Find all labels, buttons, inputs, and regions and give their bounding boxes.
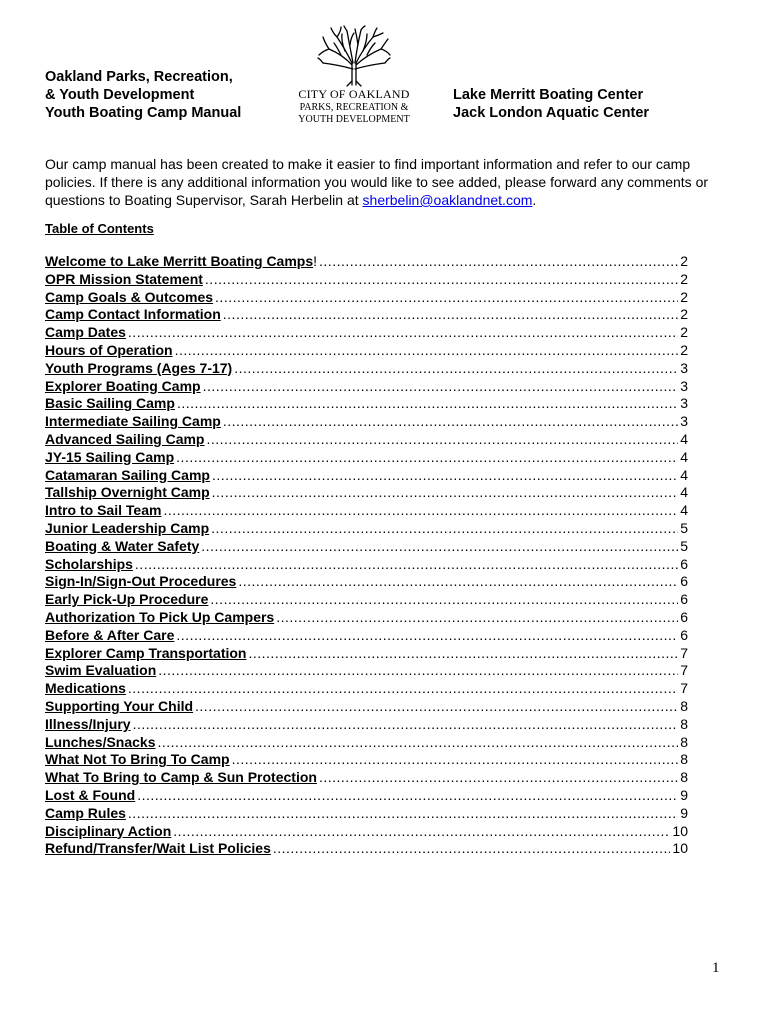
toc-entry[interactable] <box>45 449 688 467</box>
toc-entry-title[interactable]: Camp Goals & Outcomes <box>45 288 214 305</box>
toc-entry-page: 5 <box>680 519 688 536</box>
toc-entry-title[interactable]: Camp Rules <box>45 804 126 821</box>
toc-entry[interactable] <box>45 395 688 413</box>
toc-entry-title[interactable]: Advanced Sailing Camp <box>45 430 205 447</box>
toc-entry-page: 6 <box>680 608 688 625</box>
manual-title-block <box>45 68 241 122</box>
toc-leader-dots <box>177 395 678 411</box>
toc-leader-dots <box>135 556 678 572</box>
toc-entry[interactable] <box>45 645 688 663</box>
toc-entry-title[interactable]: Scholarships <box>45 555 133 572</box>
toc-entry[interactable] <box>45 520 688 538</box>
toc-entry-page: 4 <box>680 466 688 483</box>
toc-entry-title[interactable]: JY-15 Sailing Camp <box>45 448 175 465</box>
toc-entry-page: 9 <box>680 786 688 803</box>
toc-leader-dots <box>195 698 678 714</box>
toc-entry-page: 9 <box>680 804 688 821</box>
toc-entry-title[interactable]: Illness/Injury <box>45 715 131 732</box>
toc-entry-page: 3 <box>680 395 688 412</box>
toc-entry[interactable] <box>45 823 688 841</box>
toc-entry-title[interactable]: Camp Dates <box>45 324 126 341</box>
toc-entry-page: 4 <box>680 448 688 465</box>
toc-entry-page: 2 <box>680 306 688 323</box>
toc-entry[interactable] <box>45 431 688 449</box>
supervisor-email-link[interactable]: sherbelin@oaklandnet.com <box>362 192 533 208</box>
logo-dept-line-1: PARKS, RECREATION & <box>299 102 409 113</box>
toc-leader-dots <box>205 271 678 287</box>
toc-entry-title[interactable]: What To Bring to Camp & Sun Protection <box>45 769 317 786</box>
toc-entry-title[interactable]: Explorer Boating Camp <box>45 377 201 394</box>
toc-entry-page: 8 <box>680 751 688 768</box>
toc-entry[interactable] <box>45 698 688 716</box>
toc-entry-page: 2 <box>680 270 688 287</box>
city-of-oakland-logo <box>298 25 410 126</box>
toc-entry-page: 10 <box>672 822 688 839</box>
toc-entry[interactable] <box>45 769 688 787</box>
toc-entry-page: 2 <box>680 288 688 305</box>
toc-entry[interactable] <box>45 538 688 556</box>
toc-entry-title[interactable]: What Not To Bring To Camp <box>45 751 230 768</box>
toc-entry[interactable] <box>45 467 688 485</box>
toc-leader-dots <box>176 627 678 643</box>
toc-entry[interactable] <box>45 734 688 752</box>
toc-entry-title[interactable]: Early Pick-Up Procedure <box>45 591 209 608</box>
toc-entry[interactable] <box>45 805 688 823</box>
manual-title-line-3: Youth Boating Camp Manual <box>45 105 242 121</box>
location-jack-london: Jack London Aquatic Center <box>453 105 650 121</box>
toc-leader-dots <box>206 431 678 447</box>
toc-entry-page: 7 <box>680 680 688 697</box>
toc-entry-page: 3 <box>680 377 688 394</box>
toc-entry-page: 7 <box>680 644 688 661</box>
toc-leader-dots <box>319 769 678 785</box>
toc-leader-dots <box>238 573 678 589</box>
toc-entry-title[interactable]: Catamaran Sailing Camp <box>45 466 210 483</box>
toc-entry[interactable] <box>45 787 688 805</box>
toc-entry-title[interactable]: Intermediate Sailing Camp <box>45 413 221 430</box>
toc-entry-title[interactable]: Hours of Operation <box>45 341 173 358</box>
toc-leader-dots <box>128 324 678 340</box>
toc-leader-dots <box>128 805 678 821</box>
intro-text: Our camp manual has been created to make it easier to find important information and refer to our camp policies. If there is any additional information you would like to see added, please forward any comments or questions to Boating Supervisor, Sarah Herbelin at <box>45 156 709 208</box>
toc-entry-page: 2 <box>680 341 688 358</box>
toc-entry[interactable] <box>45 271 688 289</box>
toc-entry-page: 3 <box>680 413 688 430</box>
toc-entry-title[interactable]: Lunches/Snacks <box>45 733 156 750</box>
toc-entry[interactable] <box>45 289 688 307</box>
toc-entry-title[interactable]: Lost & Found <box>45 786 136 803</box>
toc-entry-page: 5 <box>680 537 688 554</box>
toc-leader-dots <box>163 502 678 518</box>
toc-entry-title[interactable]: Tallship Overnight Camp <box>45 484 210 501</box>
toc-entry-page: 8 <box>680 697 688 714</box>
toc-leader-dots <box>137 787 678 803</box>
toc-entry-title[interactable]: Supporting Your Child <box>45 697 194 714</box>
oak-tree-icon <box>317 25 391 87</box>
page-number: 1 <box>712 960 720 976</box>
toc-entry-title[interactable]: Boating & Water Safety <box>45 537 200 554</box>
toc-entry-title[interactable]: Medications <box>45 680 126 697</box>
toc-entry[interactable] <box>45 556 688 574</box>
toc-entry[interactable] <box>45 324 688 342</box>
toc-entry-title[interactable]: Youth Programs (Ages 7-17) <box>45 359 233 376</box>
toc-entry[interactable] <box>45 360 688 378</box>
toc-entry-title[interactable]: Welcome to Lake Merritt Boating Camps <box>45 253 314 269</box>
toc-leader-dots <box>211 520 678 536</box>
toc-leader-dots <box>215 289 678 305</box>
toc-leader-dots <box>212 484 679 500</box>
toc-entry[interactable] <box>45 840 688 858</box>
toc-list <box>45 253 688 858</box>
toc-leader-dots <box>128 680 678 696</box>
toc-leader-dots <box>248 645 678 661</box>
toc-entry[interactable] <box>45 306 688 324</box>
toc-entry-title[interactable]: Authorization To Pick Up Campers <box>45 608 275 625</box>
toc-entry-title[interactable]: Sign-In/Sign-Out Procedures <box>45 573 237 590</box>
logo-dept-line-2: YOUTH DEVELOPMENT <box>298 114 410 125</box>
toc-leader-dots <box>158 734 679 750</box>
toc-entry-page: 8 <box>680 715 688 732</box>
toc-entry[interactable] <box>45 573 688 591</box>
toc-leader-dots <box>234 360 678 376</box>
locations-block <box>453 86 649 122</box>
toc-entry-title[interactable]: OPR Mission Statement <box>45 270 203 287</box>
toc-entry[interactable] <box>45 680 688 698</box>
toc-leader-dots <box>173 823 670 839</box>
toc-leader-dots <box>223 413 678 429</box>
toc-entry[interactable] <box>45 591 688 609</box>
toc-entry-page: 7 <box>680 662 688 679</box>
toc-title: Table of Contents <box>45 221 154 236</box>
toc-entry-title[interactable]: Refund/Transfer/Wait List Policies <box>45 840 271 857</box>
toc-entry-title[interactable]: Swim Evaluation <box>45 662 157 679</box>
toc-entry-title[interactable]: Basic Sailing Camp <box>45 395 175 412</box>
toc-leader-dots <box>210 591 678 607</box>
toc-entry[interactable] <box>45 502 688 520</box>
intro-after: . <box>532 192 537 208</box>
toc-entry-page: 4 <box>680 502 688 519</box>
toc-entry-page: 2 <box>680 324 688 341</box>
toc-entry[interactable] <box>45 662 688 680</box>
toc-entry-page: 4 <box>680 484 688 501</box>
toc-entry[interactable] <box>45 627 688 645</box>
toc-entry-title[interactable]: Explorer Camp Transportation <box>45 644 247 661</box>
toc-leader-dots <box>212 467 678 483</box>
toc-entry[interactable] <box>45 253 688 271</box>
manual-title-line-2: & Youth Development <box>45 87 195 103</box>
toc-entry-page: 6 <box>680 591 688 608</box>
toc-entry[interactable] <box>45 484 688 502</box>
toc-entry-page: 2 <box>680 253 688 269</box>
toc-entry-title[interactable]: Camp Contact Information <box>45 306 221 323</box>
toc-entry[interactable] <box>45 751 688 769</box>
toc-entry-page: 3 <box>680 359 688 376</box>
toc-entry-page: 10 <box>672 840 688 857</box>
toc-entry[interactable] <box>45 609 688 627</box>
toc-leader-dots <box>276 609 678 625</box>
toc-entry-title[interactable]: Disciplinary Action <box>45 822 172 839</box>
toc-leader-dots <box>176 449 678 465</box>
toc-leader-dots <box>203 378 679 394</box>
toc-entry-suffix: ! <box>313 253 318 269</box>
toc-entry[interactable] <box>45 716 688 734</box>
toc-entry[interactable] <box>45 342 688 360</box>
toc-entry-page: 6 <box>680 626 688 643</box>
toc-entry-page: 6 <box>680 555 688 572</box>
manual-title-line-1: Oakland Parks, Recreation, <box>45 69 233 85</box>
toc-leader-dots <box>201 538 678 554</box>
toc-leader-dots <box>319 253 678 269</box>
intro-paragraph <box>45 155 735 209</box>
toc-leader-dots <box>133 716 679 732</box>
toc-entry[interactable] <box>45 378 688 396</box>
toc-entry-page: 6 <box>680 573 688 590</box>
toc-entry-page: 8 <box>680 733 688 750</box>
toc-leader-dots <box>158 662 678 678</box>
toc-leader-dots <box>223 306 678 322</box>
toc-leader-dots <box>273 840 671 856</box>
toc-entry-title[interactable]: Junior Leadership Camp <box>45 519 210 536</box>
toc-leader-dots <box>175 342 679 358</box>
toc-entry-title[interactable]: Before & After Care <box>45 626 175 643</box>
toc-entry-page: 8 <box>680 769 688 786</box>
toc-entry-page: 4 <box>680 430 688 447</box>
location-lake-merritt: Lake Merritt Boating Center <box>453 87 644 103</box>
toc-entry[interactable] <box>45 413 688 431</box>
toc-entry-title[interactable]: Intro to Sail Team <box>45 502 162 519</box>
toc-leader-dots <box>232 751 679 767</box>
logo-city-name: CITY OF OAKLAND <box>298 87 410 101</box>
